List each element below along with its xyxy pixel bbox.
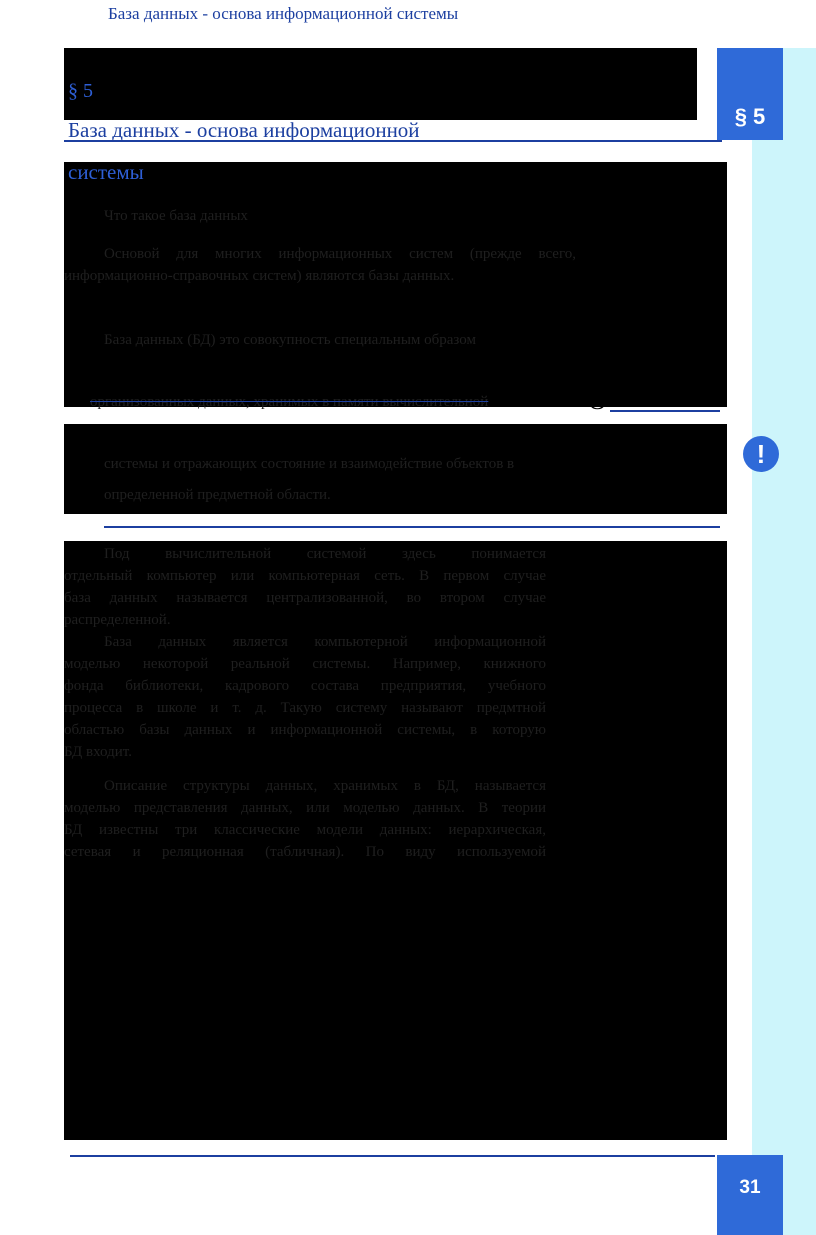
text-line: БД известны три классические модели данных: иерархическая,	[64, 822, 546, 838]
text-line: База данных является компьютерной информационной	[104, 634, 546, 650]
definition-line: организованных данных, хранимых в памяти вычислительной	[90, 394, 489, 410]
intro-paragraph	[64, 243, 576, 287]
text-line: Под вычислительной системой здесь понимается	[104, 546, 546, 562]
exclamation-icon: !	[743, 436, 779, 472]
section-tab: § 5	[717, 48, 783, 140]
text-line: сетевая и реляционная (табличная). По виду используемой	[64, 844, 546, 860]
section-number: § 5	[68, 80, 93, 102]
definition-line: системы и отражающих состояние и взаимодействие объектов в	[104, 456, 515, 472]
text-line: БД входит.	[64, 744, 132, 760]
text-line: отдельный компьютер или компьютерная сеть. В первом случае	[64, 568, 546, 584]
page-bottom-rule	[70, 1155, 715, 1157]
section-title-line2: системы	[68, 160, 144, 184]
text-line: база данных называется централизованной, во втором случае	[64, 590, 546, 606]
text-line: областью базы данных и информационной системы, в которую	[64, 722, 546, 738]
text-line: моделью некоторой реальной системы. Например, книжного	[64, 656, 546, 672]
subheading: Что такое база данных	[104, 208, 248, 224]
text-line: процесса в школе и т. д. Такую систему называют предмтной	[64, 700, 546, 716]
scan-block-top	[64, 48, 697, 120]
definition-rule-bottom	[104, 526, 720, 528]
text-line: Описание структуры данных, хранимых в БД, называется	[104, 778, 546, 794]
text-line: Основой для многих информационных систем (прежде всего,	[104, 246, 576, 262]
definition-line: База данных (БД) это совокупность специальным образом	[104, 332, 476, 348]
definition-rule-top	[610, 410, 720, 412]
definition-line: определенной предметной области.	[104, 487, 331, 503]
section-title-line1: База данных - основа информационной	[68, 118, 420, 142]
text-line: распределенной.	[64, 612, 171, 628]
text-line: информационно-справочных систем) являются базы данных.	[64, 268, 455, 284]
running-header: База данных - основа информационной системы	[108, 4, 459, 23]
body-paragraph-1	[64, 543, 546, 631]
stray-character: О	[588, 386, 607, 415]
text-line: моделью представления данных, или моделью данных. В теории	[64, 800, 546, 816]
body-paragraph-2	[64, 631, 546, 763]
right-margin-band	[752, 48, 816, 1235]
page-number: 31	[717, 1155, 783, 1235]
text-line: фонда библиотеки, кадрового состава предприятия, учебного	[64, 678, 546, 694]
body-paragraph-3	[64, 775, 546, 863]
